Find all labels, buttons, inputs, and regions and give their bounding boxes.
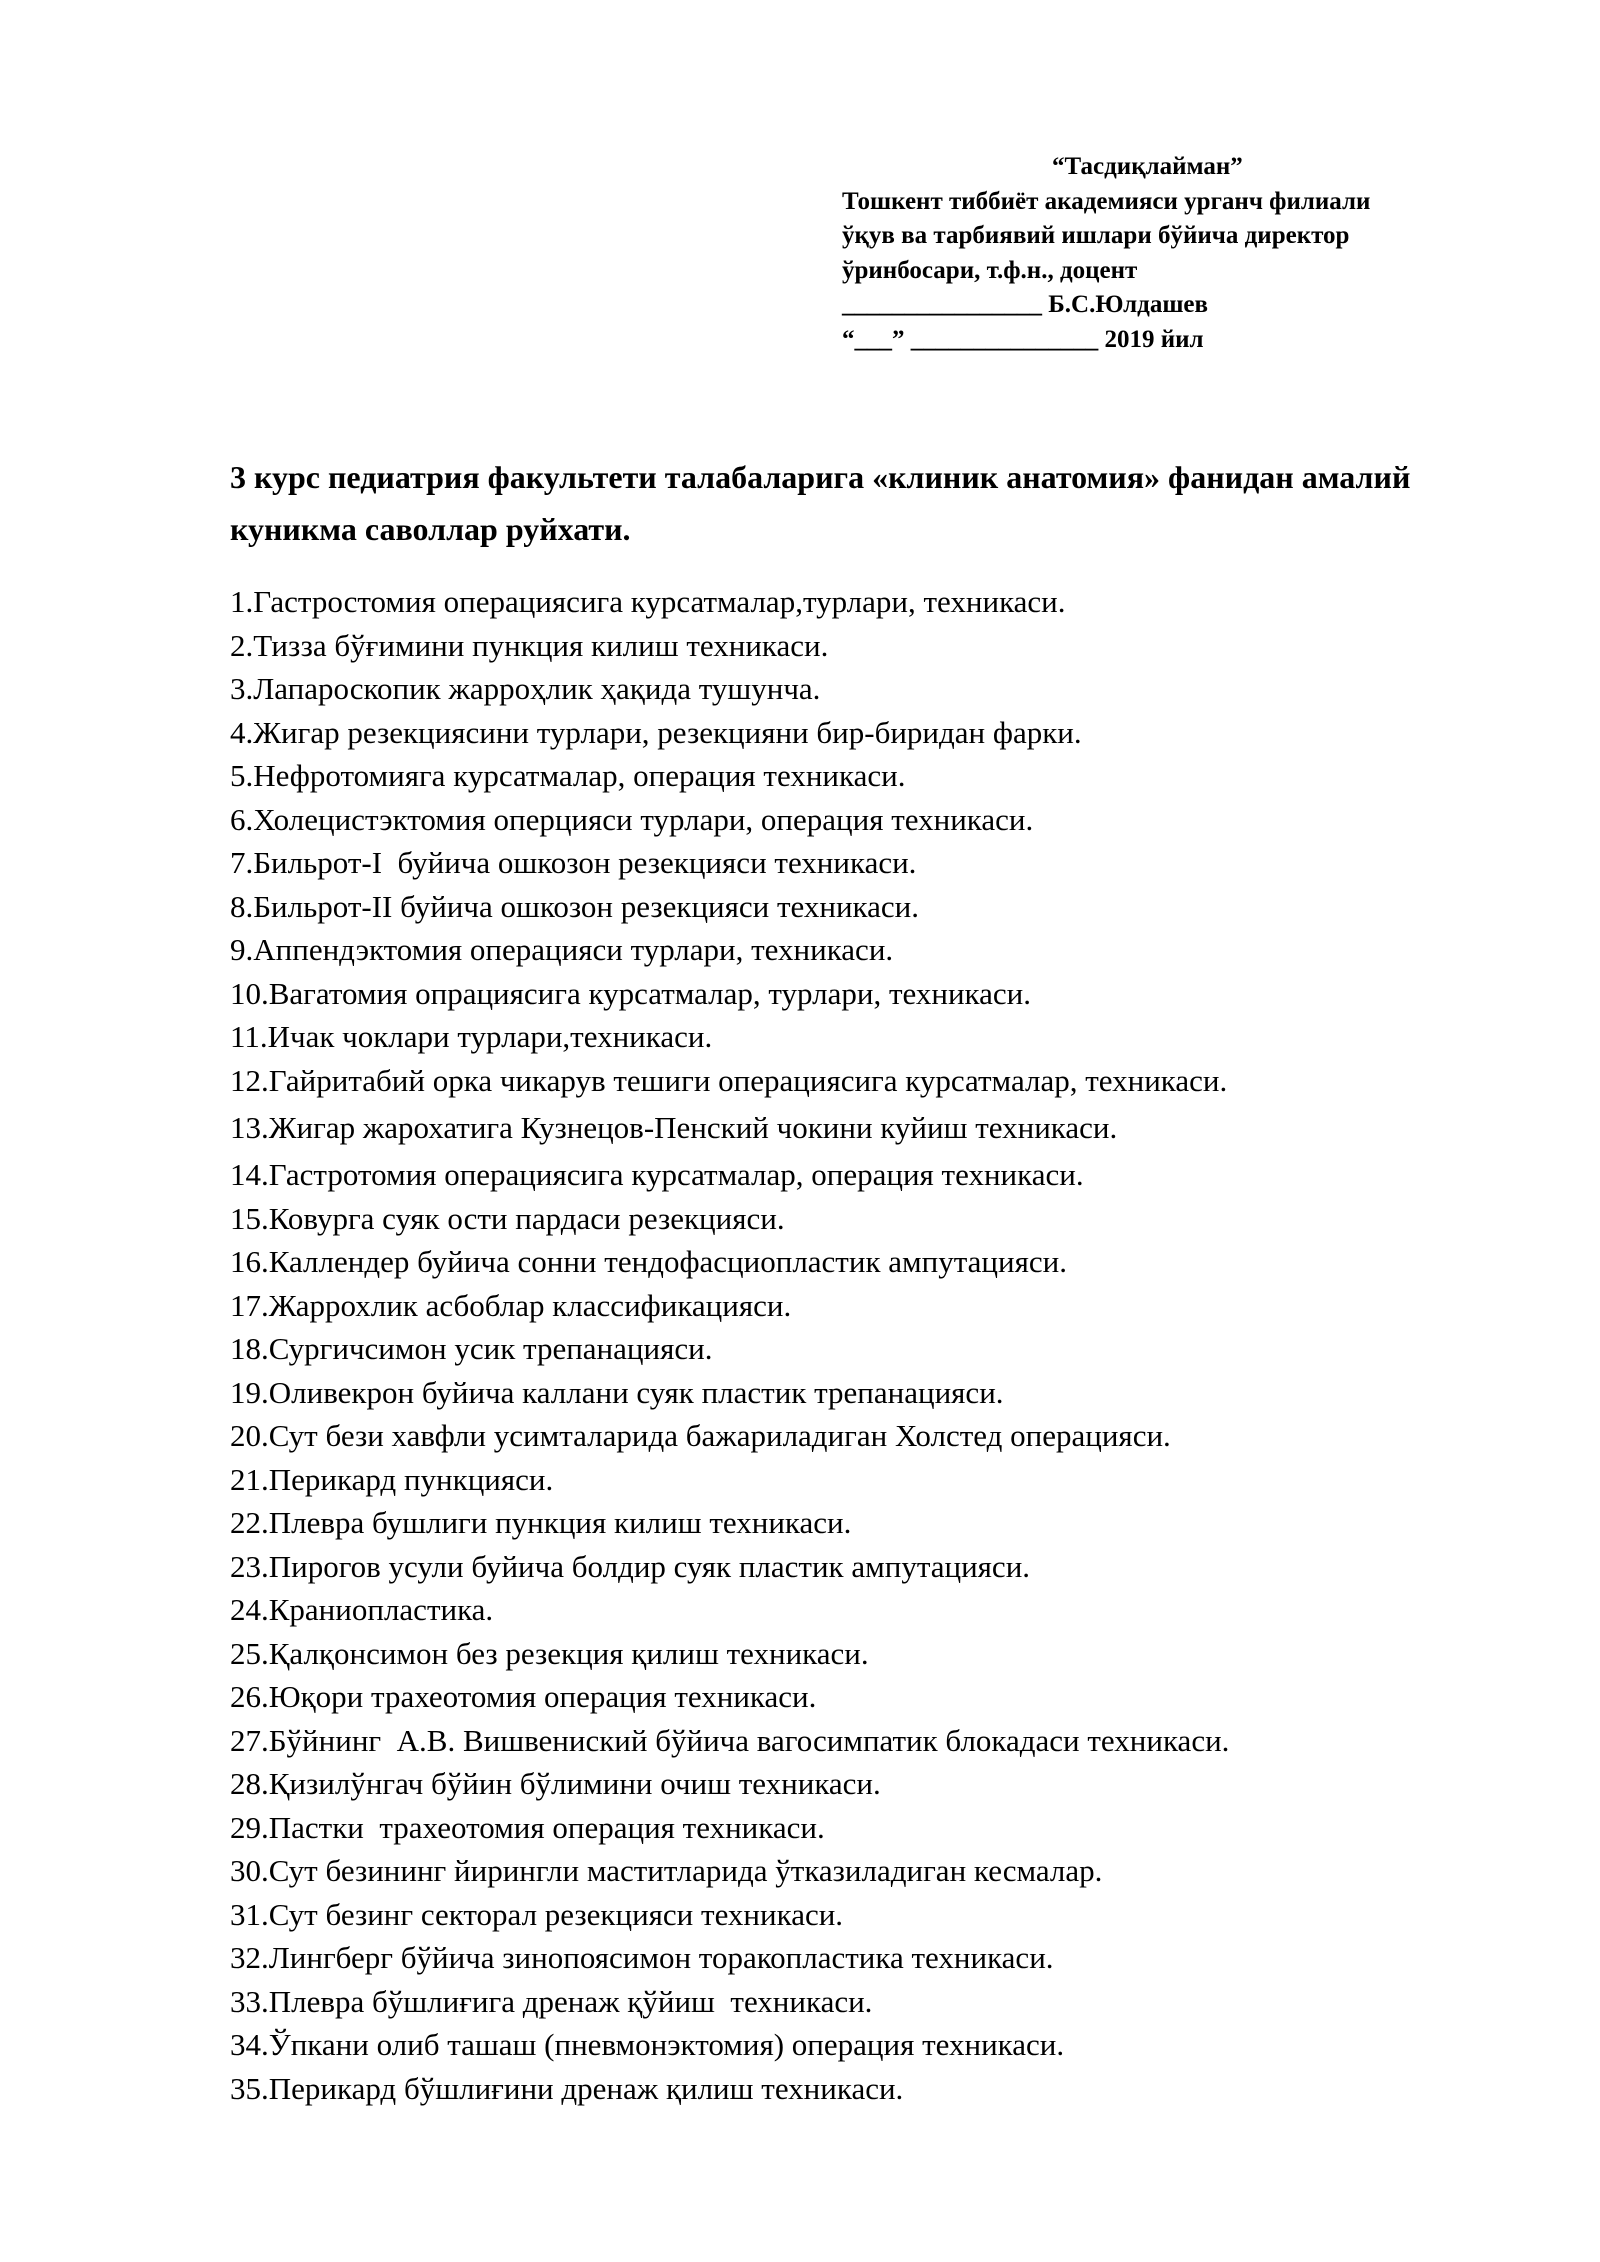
question-item: 17.Жаррохлик асбоблар классификацияси. xyxy=(230,1287,792,1323)
approval-date: “___” _______________ 2019 йил xyxy=(842,325,1204,353)
question-item: 15.Ковурга суяк ости пардаси резекцияси. xyxy=(230,1200,785,1236)
document-title: 3 курс педиатрия факультети талабаларига «клиник анатомия» фанидан амалий куникма саволлар руйхати. xyxy=(230,459,1411,547)
question-item: 12.Гайритабий орка чикарув тешиги операциясига курсатмалар, техникаси. xyxy=(230,1062,1228,1098)
question-item: 5.Нефротомияга курсатмалар, операция техникаси. xyxy=(230,758,906,793)
question-item: 11.Ичак чоклари турлари,техникаси. xyxy=(230,1019,713,1054)
question-item: 29.Пастки трахеотомия операция техникаси. xyxy=(230,1809,825,1845)
approval-line-1: Тошкент тиббиёт академияси урганч филиали xyxy=(842,187,1371,215)
question-item: 35.Перикард бўшлиғини дренаж қилиш техникаси. xyxy=(230,2070,904,2106)
question-item: 32.Лингберг бўйича зинопоясимон торакопластика техникаси. xyxy=(230,1940,1054,1975)
approval-line-3: ўринбосари, т.ф.н., доцент xyxy=(842,256,1138,284)
approval-line-2: ўқув ва тарбиявий ишлари бўйича директор xyxy=(842,222,1350,249)
question-item: 7.Бильрот-I буйича ошкозон резекцияси техникаси. xyxy=(230,845,917,880)
question-item: 8.Бильрот-II буйича ошкозон резекцияси техникаси. xyxy=(230,888,920,924)
question-item: 6.Холецистэктомия оперцияси турлари, операция техникаси. xyxy=(230,801,1034,837)
question-item: 33.Плевра бўшлиғига дренаж қўйиш техникаси. xyxy=(230,1983,873,2019)
question-item: 3.Лапароскопик жарроҳлик ҳақида тушунча. xyxy=(230,671,821,706)
approval-title: “Тасдиқлайман” xyxy=(1052,153,1243,180)
question-item: 20.Сут бези хавфли усимталарида бажариладиган Холстед операцияси. xyxy=(230,1418,1171,1453)
question-item: 31.Сут безинг секторал резекцияси техникаси. xyxy=(230,1896,844,1932)
question-item: 25.Қалқонсимон без резекция қилиш техникаси. xyxy=(230,1635,869,1671)
questions-list xyxy=(230,580,1530,2110)
question-item: 28.Қизилўнгач бўйин бўлимини очиш техникаси. xyxy=(230,1766,881,1801)
question-item: 23.Пирогов усули буйича болдир суяк пластик ампутацияси. xyxy=(230,1548,1031,1584)
approval-signature: ________________ Б.С.Юлдашев xyxy=(842,291,1209,318)
question-item: 10.Вагатомия опрациясига курсатмалар, турлари, техникаси. xyxy=(230,975,1031,1011)
question-item: 1.Гастростомия операциясига курсатмалар,турлари, техникаси. xyxy=(230,584,1066,619)
question-item: 2.Тизза бўғимини пункция килиш техникаси. xyxy=(230,627,829,663)
question-item: 9.Аппендэктомия операцияси турлари, техникаси. xyxy=(230,932,894,967)
question-item: 13.Жигар жарохатига Кузнецов-Пенский чокини куйиш техникаси. xyxy=(230,1110,1118,1145)
question-item: 14.Гастротомия операциясига курсатмалар, операция техникаси. xyxy=(230,1157,1084,1192)
question-item: 4.Жигар резекциясини турлари, резекцияни бир-биридан фарки. xyxy=(230,714,1082,750)
question-item: 21.Перикард пункцияси. xyxy=(230,1461,554,1497)
question-item: 34.Ўпкани олиб ташаш (пневмонэктомия) операция техникаси. xyxy=(230,2027,1065,2062)
question-item: 30.Сут безининг йирингли маститларида ўтказиладиган кесмалар. xyxy=(230,1853,1103,1888)
question-item: 26.Юқори трахеотомия операция техникаси. xyxy=(230,1679,817,1714)
approval-block xyxy=(842,150,1542,357)
question-item: 22.Плевра бушлиги пункция килиш техникаси. xyxy=(230,1505,852,1540)
question-item: 19.Оливекрон буйича каллани суяк пластик трепанацияси. xyxy=(230,1374,1004,1410)
question-item: 24.Краниопластика. xyxy=(230,1592,494,1627)
question-item: 27.Бўйнинг А.В. Вишвениский бўйича вагосимпатик блокадаси техникаси. xyxy=(230,1722,1230,1758)
question-item: 16.Каллендер буйича сонни тендофасциопластик ампутацияси. xyxy=(230,1244,1067,1279)
question-item: 18.Сургичсимон усик трепанацияси. xyxy=(230,1331,713,1366)
